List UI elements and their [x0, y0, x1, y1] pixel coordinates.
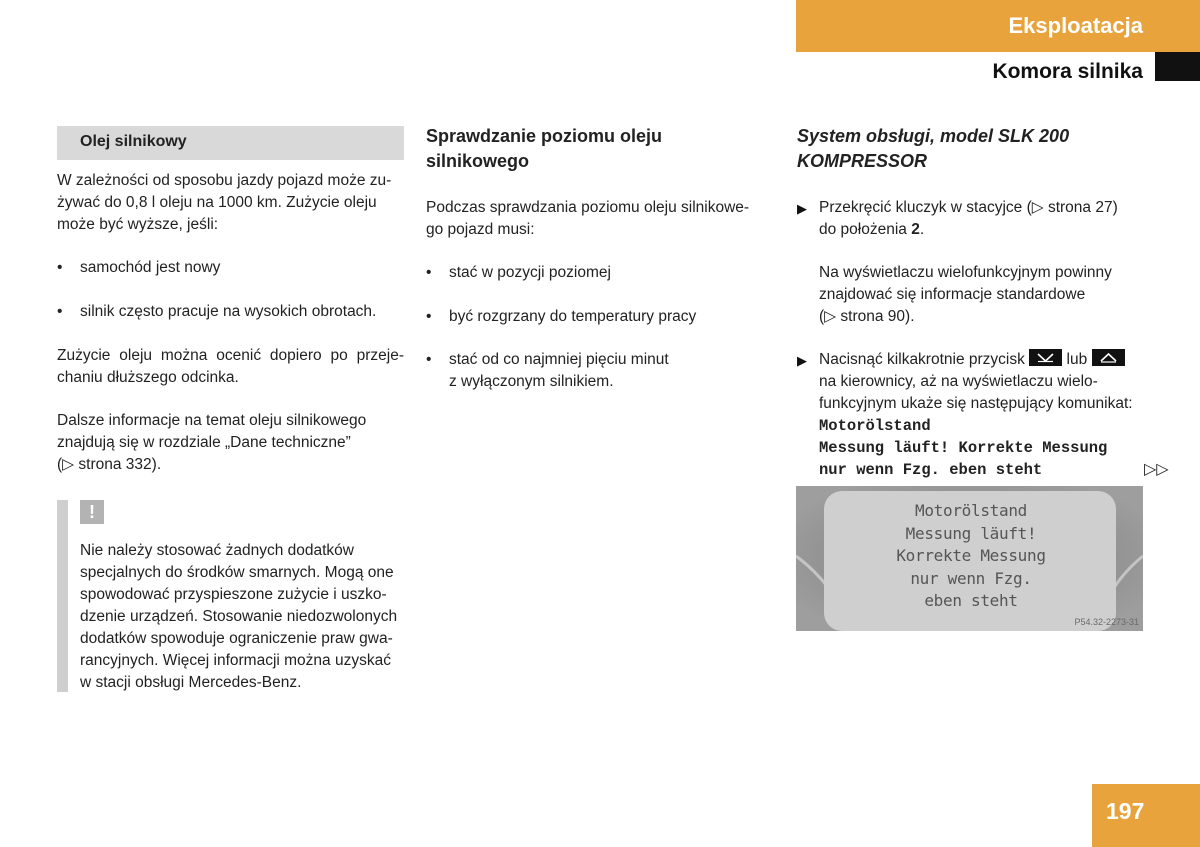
display-message: nur wenn Fzg. eben steht — [819, 461, 1043, 479]
display-screen: Motorölstand Messung läuft! Korrekte Messung nur wenn Fzg. eben steht — [896, 501, 1046, 610]
button-up-icon — [1092, 349, 1125, 366]
display-note: Na wyświetlaczu wielofunkcyjnym powinny znajdować się informacje standardowe (▷ strona 90). — [819, 264, 1112, 325]
button-down-icon — [1029, 349, 1062, 366]
oil-intro: W zależności od sposobu jazdy pojazd może zu- żywać do 0,8 l oleju na 1000 km. Zużycie oleju może być wyższe, jeśli: — [57, 172, 392, 233]
warning-strip — [57, 500, 68, 692]
display-message: Motorölstand — [819, 417, 931, 435]
thumb-tab — [1155, 52, 1200, 81]
display-message: Messung läuft! Korrekte Messung — [819, 439, 1108, 457]
section-title: Eksploatacja — [1008, 13, 1143, 38]
oil-check-heading: Sprawdzanie poziomu oleju silnikowego — [426, 126, 663, 171]
image-code: P54.32-2273-31 — [1074, 617, 1139, 627]
step-arrow-icon: ▶ — [797, 201, 807, 216]
page-ref-icon: ▷ — [1031, 199, 1044, 216]
oil-consumption-note: Zużycie oleju można ocenić dopiero po przeje- chaniu dłuższego odcinka. — [57, 347, 404, 386]
step-arrow-icon: ▶ — [797, 353, 807, 368]
list-item-continuation: z wyłączonym silnikiem. — [449, 373, 614, 390]
step-press-button: Nacisnąć kilkakrotnie przycisk lub na kierownicy, aż na wyświetlaczu wielo- funkcyjnym ukaże się następujący komunikat: Motorölstand Messung läuft! Korrekte Messung nur wenn Fzg. eben steht — [819, 349, 1159, 481]
page-ref-icon: ▷ — [824, 308, 837, 325]
oil-more-info: Dalsze informacje na temat oleju silnikowego znajdują się w rozdziale „Dane techniczne” (▷ strona 332). — [57, 412, 367, 473]
instrument-display-photo — [796, 486, 1143, 631]
warning-icon: ! — [80, 500, 104, 524]
oil-box-title: Olej silnikowy — [57, 126, 404, 160]
service-system-heading: System obsługi, model SLK 200 KOMPRESSOR — [797, 126, 1070, 171]
continue-icon: ▷▷ — [1144, 461, 1169, 478]
warning-text: Nie należy stosować żadnych dodatków specjalnych do środków smarnych. Mogą one spowodować przyspieszone zużycie i uszko- dzenie urządzeń. Stosowanie niedozwolonych dodatków spowoduje ograniczenie praw gwa- rancyjnych. Więcej informacji można uzyskać w stacji obsługi Mercedes-Benz. — [80, 542, 398, 691]
page-ref-icon: ▷ — [62, 456, 75, 473]
page-number-box: 197 — [1092, 784, 1200, 847]
oil-check-intro: Podczas sprawdzania poziomu oleju silnikowe- go pojazd musi: — [426, 199, 750, 238]
step-turn-key: Przekręcić kluczyk w stacyjce (▷ strona 27) do położenia 2. — [819, 199, 1118, 238]
subsection-title: Komora silnika — [992, 60, 1143, 83]
